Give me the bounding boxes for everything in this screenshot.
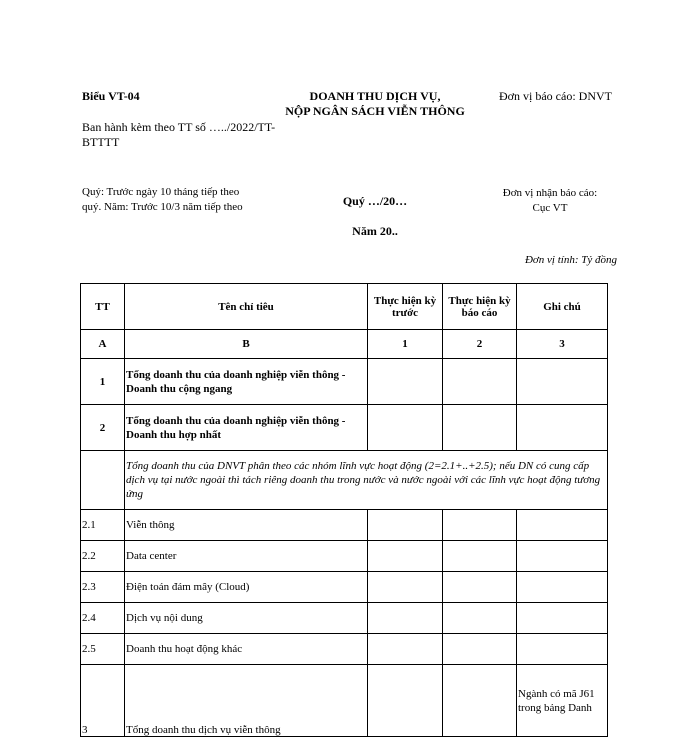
table-row-description xyxy=(81,451,608,510)
row-tt: 3 xyxy=(81,665,125,737)
row-previous-value xyxy=(368,634,443,665)
unit-label: Đơn vị tính: Tỷ đồng xyxy=(524,254,617,266)
row-previous-value xyxy=(368,572,443,603)
row-note xyxy=(517,634,608,665)
row-previous-value xyxy=(368,665,443,737)
header-current-period: Thực hiện kỳ báo cáo xyxy=(443,284,517,330)
row-current-value xyxy=(443,541,517,572)
receiving-unit-label: Đơn vị nhận báo cáo: xyxy=(502,187,598,199)
row-current-value xyxy=(443,603,517,634)
row-note xyxy=(517,359,608,405)
row-tt: 2.1 xyxy=(81,510,125,541)
year-label: Năm 20.. xyxy=(352,224,398,238)
revenue-table xyxy=(80,283,608,737)
code-a: A xyxy=(81,330,125,359)
table-row xyxy=(81,541,608,572)
receiving-unit xyxy=(490,186,610,216)
row-note: Ngành có mã J61 trong bảng Danh xyxy=(517,665,608,737)
row-note xyxy=(517,541,608,572)
row-note xyxy=(517,405,608,451)
row-tt: 2.3 xyxy=(81,572,125,603)
table-row xyxy=(81,572,608,603)
table-row xyxy=(81,405,608,451)
row-previous-value xyxy=(368,405,443,451)
deadline-line-2: quý. Năm: Trước 10/3 năm tiếp theo xyxy=(82,201,243,213)
row-note xyxy=(517,603,608,634)
row-name: Dịch vụ nội dung xyxy=(125,603,368,634)
header-previous-period: Thực hiện kỳ trước xyxy=(368,284,443,330)
header-name: Tên chỉ tiêu xyxy=(125,284,368,330)
row-tt: 1 xyxy=(81,359,125,405)
row-name: Tổng doanh thu dịch vụ viễn thông xyxy=(125,665,368,737)
row-tt: 2.5 xyxy=(81,634,125,665)
issued-with-text: Ban hành kèm theo TT số …../2022/TT-BTTTT xyxy=(82,120,276,149)
code-2: 2 xyxy=(443,330,517,359)
row-previous-value xyxy=(368,359,443,405)
row-current-value xyxy=(443,572,517,603)
table-row xyxy=(81,603,608,634)
title-line-2: NỘP NGÂN SÁCH VIỄN THÔNG xyxy=(285,104,465,118)
header-tt: TT xyxy=(81,284,125,330)
row-note xyxy=(517,510,608,541)
description-tt-empty xyxy=(81,451,125,510)
row-tt: 2.2 xyxy=(81,541,125,572)
row-previous-value xyxy=(368,510,443,541)
row-name: Data center xyxy=(125,541,368,572)
row-name: Viễn thông xyxy=(125,510,368,541)
row-tt: 2.4 xyxy=(81,603,125,634)
reporting-unit: Đơn vị báo cáo: DNVT xyxy=(499,89,612,103)
code-b: B xyxy=(125,330,368,359)
form-code: Biểu VT-04 xyxy=(82,89,140,103)
row-current-value xyxy=(443,510,517,541)
deadline-text xyxy=(82,185,243,215)
row-current-value xyxy=(443,634,517,665)
code-1: 1 xyxy=(368,330,443,359)
row-current-value xyxy=(443,405,517,451)
table-row xyxy=(81,634,608,665)
row-name: Tổng doanh thu của doanh nghiệp viễn thông - Doanh thu cộng ngang xyxy=(125,359,368,405)
row-name: Tổng doanh thu của doanh nghiệp viễn thông - Doanh thu hợp nhất xyxy=(125,405,368,451)
row-tt: 2 xyxy=(81,405,125,451)
table-code-row xyxy=(81,330,608,359)
row-name: Điện toán đám mây (Cloud) xyxy=(125,572,368,603)
header-note: Ghi chú xyxy=(517,284,608,330)
row-current-value xyxy=(443,665,517,737)
row-name: Doanh thu hoạt động khác xyxy=(125,634,368,665)
title-line-1: DOANH THU DỊCH VỤ, xyxy=(309,89,441,103)
code-3: 3 xyxy=(517,330,608,359)
row-previous-value xyxy=(368,541,443,572)
table-header-row xyxy=(81,284,608,330)
deadline-line-1: Quý: Trước ngày 10 tháng tiếp theo xyxy=(82,186,240,198)
row-previous-value xyxy=(368,603,443,634)
receiving-unit-value: Cục VT xyxy=(532,202,568,214)
table-row xyxy=(81,359,608,405)
row-current-value xyxy=(443,359,517,405)
row-note xyxy=(517,572,608,603)
description-text: Tổng doanh thu của DNVT phân theo các nhóm lĩnh vực hoạt động (2=2.1+..+2.5); nếu DN có cung cấp dịch vụ tại nước ngoài thì tách riêng doanh thu trong nước và nước ngoài với các lĩnh vực hoạt động tương ứng xyxy=(125,451,608,510)
quarter-label: Quý …/20… xyxy=(342,194,408,208)
page-title xyxy=(270,89,480,119)
table-row xyxy=(81,665,608,737)
table-row xyxy=(81,510,608,541)
